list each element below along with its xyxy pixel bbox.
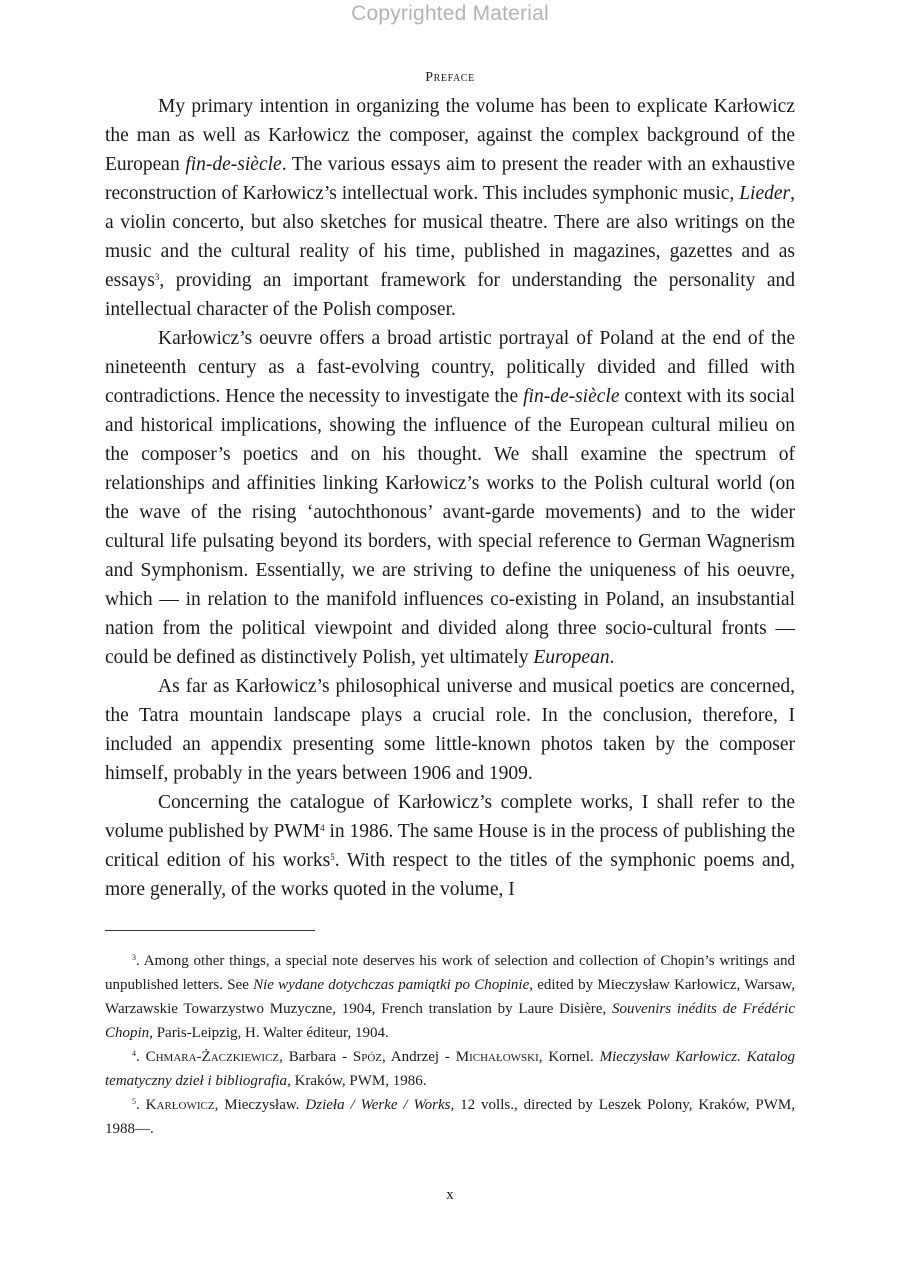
italic-text: Souvenirs inédits de Frédéric Chopin: [105, 1001, 795, 1041]
footnote-marker: 4: [132, 1049, 136, 1058]
text-run: , edited by Mieczysław Karłowicz, Warsaw, Warzawskie Towarzystwo Muzyczne, 1904, French translation by Laure Disière,: [105, 977, 795, 1017]
paragraph: [105, 788, 795, 904]
text-run: As far as Karłowicz’s philosophical universe and musical poetics are concerned, the Tatra mountain landscape plays a crucial role. In the conclusion, therefore, I included an appendix presenting some little-known photos taken by the composer himself, probably in the years between 1906 and 1909.: [105, 676, 795, 784]
footnote: [105, 1093, 795, 1141]
page-heading: Preface: [425, 70, 475, 85]
text-run: context with its social and historical implications, showing the influence of the European cultural milieu on the composer’s poetics and on his thought. We shall examine the spectrum of relationships and affinities linking Karłowicz’s works to the Polish cultural world (on the wave of the rising ‘autochthonous’ avant-garde movements) and to the wider cultural life pulsating beyond its borders, with special reference to German Wagnerism and Symphonism. Essentially, we are striving to define the uniqueness of his oeuvre, which — in relation to the manifold influences co-existing in Poland, an insubstantial nation from the political viewpoint and divided along three socio-cultural fronts — could be defined as distinctively Polish, yet ultimately: [105, 386, 795, 668]
italic-text: Dzieła / Werke / Works: [305, 1097, 451, 1113]
footnote-marker: 3: [154, 272, 160, 282]
text-run: , Barbara -: [279, 1049, 353, 1065]
author-name: Chmara-Żaczkiewicz: [145, 1049, 280, 1065]
italic-text: Mieczysław Karłowicz. Katalog tematyczny dzieł i bibliografia: [105, 1049, 796, 1089]
text-run: , a violin concerto, but also sketches for musical theatre. There are also writings on the music and the cultural reality of his time, published in magazines, gazettes and as essays: [105, 183, 795, 291]
text-run: .: [609, 647, 615, 668]
text-run: Karłowicz’s oeuvre offers a broad artistic portrayal of Poland at the end of the nineteenth century as a fast-evolving country, politically divided and filled with contradictions. Hence the necessity to investigate the: [105, 328, 795, 407]
text-run: . The various essays aim to present the reader with an exhaustive reconstruction of Karłowicz’s intellectual work. This includes symphonic music,: [105, 154, 795, 204]
text-run: Concerning the catalogue of Karłowicz’s complete works, I shall refer to the volume published by PWM: [105, 792, 795, 842]
text-run: in 1986. The same House is in the process of publishing the critical edition of his works: [105, 821, 795, 871]
text-run: , Andrzej -: [382, 1049, 456, 1065]
footnote: [105, 1045, 795, 1093]
text-run: , Kornel.: [538, 1049, 600, 1065]
footnote-marker: 5: [132, 1097, 136, 1106]
footnote: [105, 949, 795, 1045]
author-name: Michałowski: [455, 1049, 539, 1065]
italic-text: Lieder: [739, 183, 791, 204]
text-run: , 12 volls., directed by Leszek Polony, Kraków, PWM, 1988—.: [105, 1097, 795, 1137]
paragraph: [105, 324, 795, 672]
footnote-marker: 4: [320, 823, 325, 833]
author-name: Karłowicz: [145, 1097, 215, 1113]
italic-text: fin-de-siècle: [523, 386, 620, 407]
text-run: , Paris-Leipzig, H. Walter éditeur, 1904.: [149, 1025, 389, 1041]
footnotes: [105, 949, 795, 1141]
paragraph: [105, 672, 795, 788]
italic-text: Nie wydane dotychczas pamiątki po Chopinie: [253, 977, 530, 993]
footnote-marker: 5: [330, 852, 335, 862]
text-run: . Among other things, a special note deserves his work of selection and collection of Chopin’s writings and unpublished letters. See: [105, 953, 795, 993]
copyright-watermark: Copyrighted Material: [351, 2, 549, 25]
text-run: My primary intention in organizing the volume has been to explicate Karłowicz the man as well as Karłowicz the composer, against the complex background of the European: [105, 96, 795, 175]
footnote-rule: [105, 930, 315, 931]
paragraph: [105, 92, 795, 324]
text-run: . With respect to the titles of the symphonic poems and, more generally, of the works quoted in the volume, I: [105, 850, 795, 900]
author-name: Spóz: [352, 1049, 382, 1065]
text-run: .: [136, 1097, 146, 1113]
text-run: .: [136, 1049, 146, 1065]
italic-text: European: [533, 647, 610, 668]
footnote-marker: 3: [132, 953, 136, 962]
page-number: x: [446, 1187, 454, 1203]
text-run: , Mieczysław.: [214, 1097, 306, 1113]
book-page: [105, 70, 795, 1141]
italic-text: fin-de-siècle: [185, 154, 282, 175]
text-run: , providing an important framework for understanding the personality and intellectual character of the Polish composer.: [105, 270, 795, 320]
text-run: , Kraków, PWM, 1986.: [287, 1073, 427, 1089]
body-text: [105, 92, 795, 904]
